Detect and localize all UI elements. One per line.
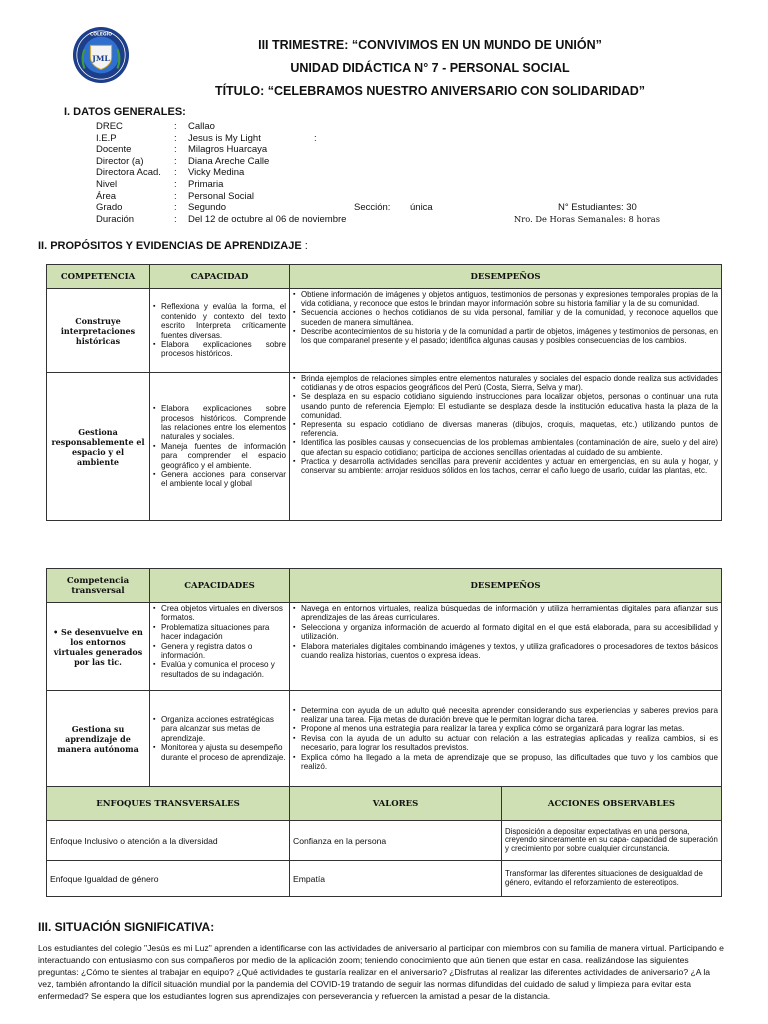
table-row: Gestiona su aprendizaje de manera autónoma ▪ Organiza acciones estratégicas para alcanzar sus metas de aprendizaje. ▪ Monitorea y ajusta su desempeño durante el proceso de aprendizaje. ▪ Determina con ayuda de un adulto qué necesita aprender considerando sus experiencias y saberes previos para realizar una tarea. Fija metas de duración breve que le permitan lograr dicha tarea. ▪ Propone al menos una estrategia para realizar la tarea y explica cómo se organizará para lograr las metas. ▪ Revisa con la ayuda de un adulto su actuar con relación a las estrategias aplicadas y realiza cambios, si es necesario, para lograr los resultados previstos. ▪ Explica cómo ha llegado a la meta de aprendizaje que se propuso, las dificultades que tuvo y los cambios que realizó. xyxy=(47,691,722,787)
table-row: Enfoque Inclusivo o atención a la diversidad Confianza en la persona Disposición a depositar expectativas en una persona, creyendo sinceramente en su capa- capacidad de superación y crecimiento por sobre cualquier circunstancia. xyxy=(47,821,722,861)
document-title: TÍTULO: “CELEBRAMOS NUESTRO ANIVERSARIO CON SOLIDARIDAD” xyxy=(214,84,646,98)
section-2-title: II. PROPÓSITOS Y EVIDENCIAS DE APRENDIZAJE : xyxy=(38,240,308,252)
table-row: Construye interpretaciones históricas ▪ Reflexiona y evalúa la forma, el contenido y contexto del texto escrito Interpreta críticamente fuentes diversas. ▪ Elabora explicaciones sobre procesos históricos. ▪ Obtiene información de imágenes y objetos antiguos, testimonios de personas y expresiones temporales propias de la vida cotidiana, y reconoce que estos le brindan mayor información sobre su historia familiar y la de su comunidad. ▪ Secuencia acciones o hechos cotidianos de su vida personal, familiar y de la comunidad, y reconoce aquellos que suceden de manera simultánea. ▪ Describe acontecimientos de su historia y de la comunidad a partir de objetos, imágenes y testimonios de personas, en los que comparanel presente y el pasado; identifica algunas causas y posibles consecuencias de los cambios. xyxy=(47,289,722,373)
col-header-capacidades: CAPACIDADES xyxy=(150,569,290,603)
col-header-acciones: ACCIONES OBSERVABLES xyxy=(502,787,722,821)
section-3-title: III. SITUACIÓN SIGNIFICATIVA: xyxy=(38,920,215,934)
col-header-competencia: COMPETENCIA xyxy=(47,265,150,289)
transversal-table xyxy=(46,568,722,897)
table-row: • Se desenvuelve en los entornos virtuales generados por las tic. ▪ Crea objetos virtuales en diversos formatos. ▪ Problematiza situaciones para hacer indagación ▪ Genera y registra datos o información. ▪ Evalúa y comunica el proceso y resultados de su indagación. ▪ Navega en entornos virtuales, realiza búsquedas de información y utiliza herramientas digitales para afianzar sus aprendizajes de las áreas curriculares. ▪ Selecciona y organiza información de acuerdo al formato digital en el que está elaborada, para su accesibilidad y utilización. ▪ Elabora materiales digitales combinando imágenes y textos, y utiliza graficadores o procesadores de textos básicos cuando realiza historias, cuentos o expresa ideas. xyxy=(47,603,722,691)
situacion-significativa-text: Los estudiantes del colegio "Jesús es mi Luz" aprenden a identificarse con las actividades de aniversario al participar con miembros con su familia de manera virtual. Participando e interactuando con entusiasmo con sus compañeros por medio de la aplicación zoom; teniendo conocimiento que aún tienen que estar en casa. realizándose las siguientes preguntas: ¿Cómo te sientes al trabajar en equipo? ¿Qué actividades te gustaría realizar en el aniversario? ¿Disfrutas al realizar las diferentes actividades de aniversario? ¿A la vez, también afrontando la difícil situación mundial por la pandemia del COVID-19 tratando de seguir las normas difundidas del cuidado de salud y limpieza para evitar esta enfermedad? Se espera que los estudiantes logren sus aprendizajes con perseverancia y refuercen la amistad a pesar de la distancia. xyxy=(38,943,724,1001)
col-header-valores: VALORES xyxy=(290,787,502,821)
col-header-enfoques: ENFOQUES TRANSVERSALES xyxy=(47,787,290,821)
section-1-title: I. DATOS GENERALES: xyxy=(64,106,186,118)
col-header-competencia-transversal: Competencia transversal xyxy=(47,569,150,603)
col-header-desempenos: DESEMPEÑOS xyxy=(290,569,722,603)
col-header-desempenos: DESEMPEÑOS xyxy=(290,265,722,289)
table-row: Gestiona responsablemente el espacio y el ambiente ▪ Elabora explicaciones sobre procesos históricos. Comprende las relaciones entre los elementos naturales y sociales. ▪ Maneja fuentes de información para comprender el espacio geográfico y el ambiente. ▪ Genera acciones para conservar el ambiente local y global ▪ Brinda ejemplos de relaciones simples entre elementos naturales y sociales del espacio donde realiza sus actividades cotidianas y de otros espacios geográficos del Perú (Costa, Sierra, Selva y mar). ▪ Se desplaza en su espacio cotidiano siguiendo instrucciones para localizar objetos, personas o continuar una ruta usando punto de referencia Ejemplo: El estudiante se desplaza desde la institución educativa hasta la plaza de la comunidad. ▪ Representa su espacio cotidiano de diversas maneras (dibujos, croquis, maquetas, etc.) utilizando puntos de referencia. ▪ Identifica las posibles causas y consecuencias de los problemas ambientales (contaminación de aire, suelo y del aire) que afectan su espacio cotidiano; participa de acciones sencillas orientadas al cuidado de su ambiente. ▪ Practica y desarrolla actividades sencillas para prevenir accidentes y actuar en emergencias, en su aula y hogar, y conservar su ambiente: arrojar residuos sólidos en los tachos, cerrar el caño luego de usarlo, cuidar las plantas, etc. xyxy=(47,373,722,521)
trimester-title: III TRIMESTRE: “CONVIVIMOS EN UN MUNDO DE UNIÓN” xyxy=(258,38,602,52)
table-row: Enfoque Igualdad de género Empatía Transformar las diferentes situaciones de desigualdad de género, evitando el reforzamiento de estereotipos. xyxy=(47,861,722,897)
logo-mono: JML xyxy=(92,53,110,63)
col-header-capacidad: CAPACIDAD xyxy=(150,265,290,289)
logo-text: COLEGIO xyxy=(90,32,112,38)
unit-title: UNIDAD DIDÁCTICA N° 7 - PERSONAL SOCIAL xyxy=(290,61,570,75)
school-logo xyxy=(72,26,130,84)
competencies-table xyxy=(46,264,722,521)
